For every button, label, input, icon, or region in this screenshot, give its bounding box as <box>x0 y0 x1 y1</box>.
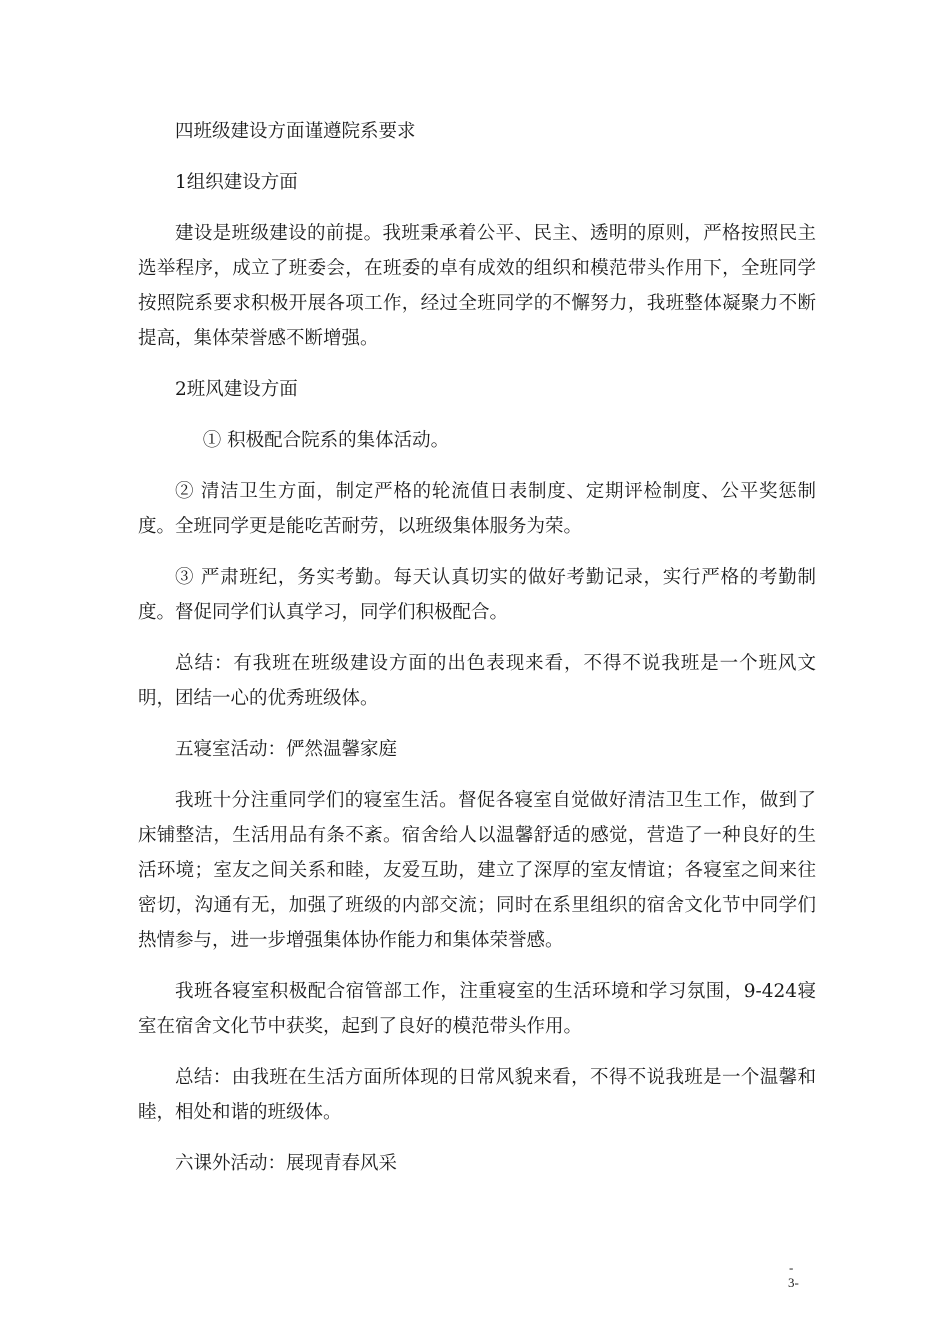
paragraph-organization: 建设是班级建设的前提。我班秉承着公平、民主、透明的原则，严格按照民主选举程序，成立了班委会，在班委的卓有成效的组织和模范带头作用下，全班同学按照院系要求积极开展各项工作，经过全班同学的不懈努力，我班整体凝聚力不断提高，集体荣誉感不断增强。 <box>138 223 816 349</box>
page-footer <box>788 1260 828 1290</box>
paragraph-cleaning: ② 清洁卫生方面，制定严格的轮流值日表制度、定期评检制度、公平奖惩制度。全班同学更是能吃苦耐劳，以班级集体服务为荣。 <box>138 481 816 537</box>
paragraph-dormitory-life: 我班十分注重同学们的寝室生活。督促各寝室自觉做好清洁卫生工作，做到了床铺整洁，生活用品有条不紊。宿舍给人以温馨舒适的感觉，营造了一种良好的生活环境；室友之间关系和睦，友爱互助，建立了深厚的室友情谊；各寝室之间来往密切，沟通有无，加强了班级的内部交流；同时在系里组织的宿舍文化节中同学们热情参与，进一步增强集体协作能力和集体荣誉感。 <box>138 790 816 951</box>
page-number: 3- <box>788 1275 799 1290</box>
subheading-class-style: 2班风建设方面 <box>175 379 298 400</box>
paragraph-dormitory-award: 我班各寝室积极配合宿管部工作，注重寝室的生活环境和学习氛围，9-424寝室在宿舍文化节中获奖，起到了良好的模范带头作用。 <box>138 981 816 1037</box>
list-item-collective-activities: ① 积极配合院系的集体活动。 <box>202 430 450 451</box>
section-heading-extracurricular: 六课外活动：展现青春风采 <box>175 1153 398 1174</box>
section-heading-dormitory: 五寝室活动：俨然温馨家庭 <box>175 739 398 760</box>
paragraph-summary-dormitory: 总结：由我班在生活方面所体现的日常风貌来看，不得不说我班是一个温馨和睦，相处和谐的班级体。 <box>138 1067 816 1123</box>
paragraph-summary-class: 总结：有我班在班级建设方面的出色表现来看，不得不说我班是一个班风文明，团结一心的优秀班级体。 <box>138 653 816 709</box>
section-heading-class-building: 四班级建设方面谨遵院系要求 <box>175 121 416 142</box>
paragraph-discipline: ③ 严肃班纪，务实考勤。每天认真切实的做好考勤记录，实行严格的考勤制度。督促同学们认真学习，同学们积极配合。 <box>138 567 816 623</box>
subheading-organization: 1组织建设方面 <box>175 172 298 193</box>
footer-dash: - <box>789 1260 794 1275</box>
document-body <box>138 114 816 1197</box>
